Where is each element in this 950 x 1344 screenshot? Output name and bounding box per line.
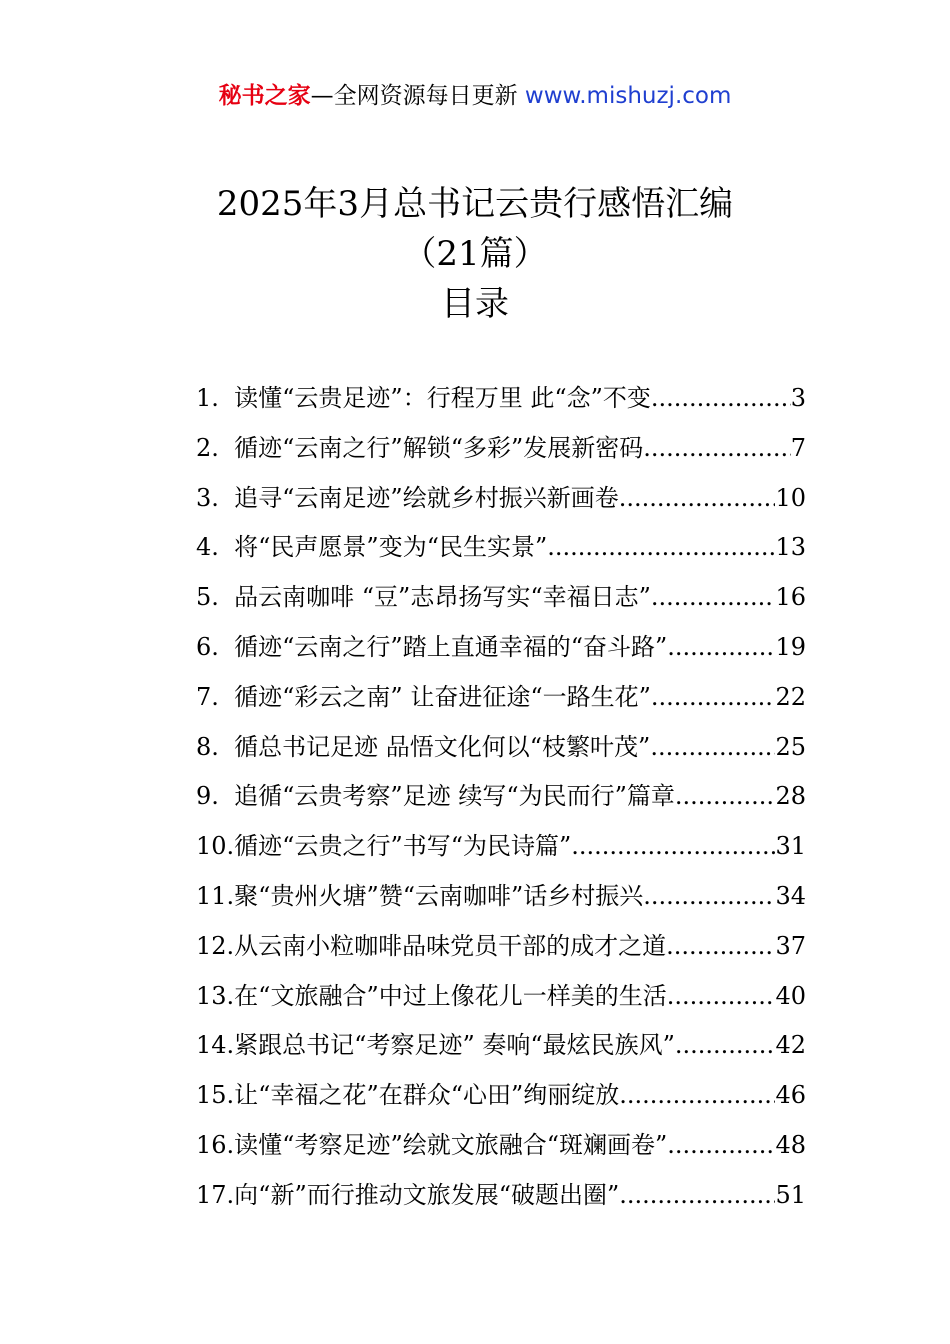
toc-dot-leader xyxy=(651,374,791,424)
toc-dot-leader xyxy=(619,1171,775,1221)
brand-name: 秘书之家 xyxy=(218,83,311,109)
toc-entry-number: 6. xyxy=(196,632,235,661)
toc-entry-title: 读懂“云贵足迹”：行程万里 此“念”不变 xyxy=(234,384,651,412)
toc-entry-number: 11. xyxy=(196,881,235,910)
toc-entry[interactable] xyxy=(196,1121,806,1171)
toc-entry-page-number: 25 xyxy=(775,732,806,761)
toc-entry[interactable] xyxy=(196,972,806,1022)
toc-entry-page-number: 40 xyxy=(775,981,806,1010)
toc-entry[interactable] xyxy=(196,772,806,822)
toc-entry-number: 2. xyxy=(196,433,235,462)
toc-entry-page-number: 16 xyxy=(775,583,806,612)
toc-entry[interactable] xyxy=(196,723,806,773)
toc-dot-leader xyxy=(651,573,776,623)
toc-entry[interactable] xyxy=(196,573,806,623)
toc-entry-title: 品云南咖啡 “豆”志昂扬写实“幸福日志” xyxy=(234,583,651,612)
toc-dot-leader xyxy=(643,872,775,922)
toc-dot-leader xyxy=(651,673,776,723)
toc-dot-leader xyxy=(666,922,775,972)
toc-entry-number: 7. xyxy=(196,682,235,711)
toc-entry-number: 5. xyxy=(196,583,235,612)
toc-entry-number: 10. xyxy=(196,832,235,861)
toc-entry[interactable] xyxy=(196,374,806,424)
toc-entry-title: 向“新”而行推动文旅发展“破题出圈” xyxy=(234,1180,620,1209)
toc-dot-leader xyxy=(667,623,775,673)
toc-entry-number: 14. xyxy=(196,1031,235,1060)
toc-entry[interactable] xyxy=(196,474,806,524)
toc-entry-page-number: 19 xyxy=(775,632,806,661)
toc-dot-leader xyxy=(650,723,775,773)
table-of-contents xyxy=(196,374,806,1221)
toc-entry[interactable] xyxy=(196,623,806,673)
toc-entry-number: 17. xyxy=(196,1180,235,1209)
toc-entry-page-number: 3 xyxy=(790,384,806,412)
document-subtitle-count: （21篇） xyxy=(402,234,548,274)
toc-entry-title: 紧跟总书记“考察足迹” 奏响“最炫民族风” xyxy=(234,1031,675,1060)
toc-entry-page-number: 37 xyxy=(775,931,806,960)
toc-dot-leader xyxy=(675,1021,776,1071)
toc-entry-page-number: 22 xyxy=(775,682,806,711)
toc-entry-title: 循迹“云南之行”踏上直通幸福的“奋斗路” xyxy=(234,632,668,661)
toc-entry-title: 追寻“云南足迹”绘就乡村振兴新画卷 xyxy=(234,483,619,512)
toc-dot-leader xyxy=(667,1121,775,1171)
toc-entry-page-number: 51 xyxy=(775,1180,806,1209)
toc-entry-number: 1. xyxy=(196,384,235,412)
toc-dot-leader xyxy=(675,772,776,822)
toc-entry-page-number: 13 xyxy=(775,533,806,562)
toc-entry[interactable] xyxy=(196,673,806,723)
toc-dot-leader xyxy=(571,822,775,872)
toc-entry[interactable] xyxy=(196,1071,806,1121)
toc-entry[interactable] xyxy=(196,922,806,972)
toc-heading: 目录 xyxy=(441,284,509,324)
toc-entry-page-number: 31 xyxy=(775,832,806,861)
toc-entry-number: 4. xyxy=(196,533,235,562)
toc-entry[interactable] xyxy=(196,1171,806,1221)
toc-entry-title: 循总书记足迹 品悟文化何以“枝繁叶茂” xyxy=(234,732,651,761)
toc-dot-leader xyxy=(619,1071,775,1121)
toc-entry[interactable] xyxy=(196,424,806,474)
toc-entry-title: 从云南小粒咖啡品味党员干部的成才之道 xyxy=(234,931,667,960)
toc-entry[interactable] xyxy=(196,822,806,872)
toc-entry-page-number: 42 xyxy=(775,1031,806,1060)
toc-entry-title: 循迹“云南之行”解锁“多彩”发展新密码 xyxy=(234,433,644,462)
toc-dot-leader xyxy=(643,424,790,474)
header-tagline: —全网资源每日更新 xyxy=(310,83,525,109)
toc-entry-title: 读懂“考察足迹”绘就文旅融合“斑斓画卷” xyxy=(234,1130,668,1159)
site-url-link[interactable]: www.mishuzj.com xyxy=(524,83,732,109)
toc-entry-page-number: 48 xyxy=(775,1130,806,1159)
toc-entry-page-number: 34 xyxy=(775,881,806,910)
toc-entry-number: 15. xyxy=(196,1081,235,1110)
site-header xyxy=(0,80,950,112)
toc-entry[interactable] xyxy=(196,523,806,573)
toc-entry-title: 聚“贵州火塘”赞“云南咖啡”话乡村振兴 xyxy=(234,881,644,910)
toc-entry-page-number: 28 xyxy=(775,782,806,811)
toc-entry-number: 13. xyxy=(196,981,235,1010)
toc-dot-leader xyxy=(667,972,776,1022)
toc-entry-title: 在“文旅融合”中过上像花儿一样美的生活 xyxy=(234,981,667,1010)
toc-entry-number: 12. xyxy=(196,931,235,960)
toc-entry-title: 将“民声愿景”变为“民生实景” xyxy=(234,533,548,562)
toc-entry-title: 循迹“彩云之南” 让奋进征途“一路生花” xyxy=(234,682,651,711)
toc-entry[interactable] xyxy=(196,1021,806,1071)
toc-entry-page-number: 10 xyxy=(775,483,806,512)
toc-entry[interactable] xyxy=(196,872,806,922)
toc-dot-leader xyxy=(547,523,775,573)
toc-entry-title: 让“幸福之花”在群众“心田”绚丽绽放 xyxy=(234,1081,620,1110)
toc-entry-page-number: 46 xyxy=(775,1081,806,1110)
toc-entry-title: 循迹“云贵之行”书写“为民诗篇” xyxy=(234,832,572,861)
toc-dot-leader xyxy=(619,474,776,524)
toc-entry-number: 16. xyxy=(196,1130,235,1159)
toc-entry-number: 9. xyxy=(196,782,235,811)
toc-entry-title: 追循“云贵考察”足迹 续写“为民而行”篇章 xyxy=(234,782,675,811)
toc-entry-page-number: 7 xyxy=(790,433,806,462)
toc-entry-number: 8. xyxy=(196,732,235,761)
toc-entry-number: 3. xyxy=(196,483,235,512)
document-title: 2025年3月总书记云贵行感悟汇编 xyxy=(216,184,734,224)
